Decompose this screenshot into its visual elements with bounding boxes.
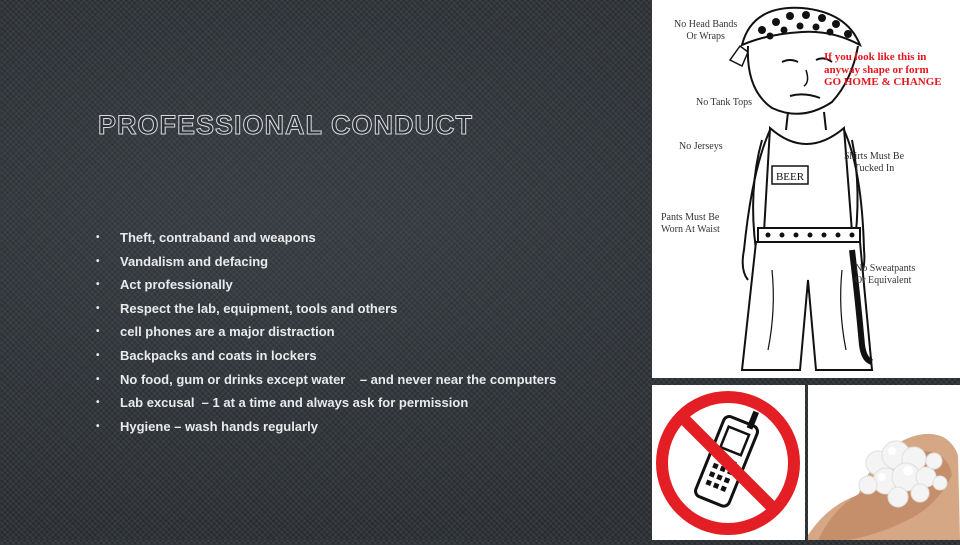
- hands-washing-icon: [808, 385, 960, 540]
- no-jerseys-note: No Jerseys: [679, 141, 723, 152]
- bullet-icon: •: [96, 302, 100, 314]
- bullet-icon: •: [96, 279, 100, 291]
- list-item: [96, 228, 556, 252]
- list-item-text: Backpacks and coats in lockers: [120, 347, 317, 363]
- no-cell-phone-sign: [652, 385, 805, 540]
- shirts-tucked-note: Shirts Must Be Tucked In: [844, 151, 905, 174]
- no-tank-tops-note: No Tank Tops: [696, 97, 753, 108]
- bullet-icon: •: [96, 397, 100, 409]
- list-item-text: Lab excusal – 1 at a time and always ask for permission: [120, 395, 469, 411]
- bullet-icon: •: [96, 326, 100, 338]
- list-item-text: Act professionally: [120, 277, 233, 293]
- hand-washing-image: [808, 385, 960, 540]
- list-item: [96, 417, 556, 441]
- list-item: [96, 299, 556, 323]
- list-item: [96, 275, 556, 299]
- pants-waist-note: Pants Must Be Worn At Waist: [661, 212, 720, 235]
- list-item-text: cell phones are a major distraction: [120, 324, 335, 340]
- shirt-print: BEER: [775, 171, 805, 183]
- no-cell-phone-icon: [652, 385, 805, 540]
- list-item-text: Theft, contraband and weapons: [120, 230, 316, 245]
- warning-note: If you look like this in anyway shape or form GO HOME & CHANGE: [824, 51, 942, 88]
- slide-title: PROFESSIONAL CONDUCT: [98, 110, 474, 140]
- bullet-icon: •: [96, 255, 100, 267]
- no-head-bands-note: No Head Bands Or Wraps: [674, 19, 738, 42]
- list-item-text: Hygiene – wash hands regularly: [120, 418, 318, 434]
- bullet-icon: •: [96, 373, 100, 385]
- list-item-text: No food, gum or drinks except water – and never near the computers: [120, 371, 557, 387]
- no-sweatpants-note: No Sweatpants Or Equivalent: [855, 263, 916, 286]
- conduct-list: [96, 228, 556, 440]
- bullet-icon: •: [96, 349, 100, 361]
- list-item: [96, 370, 556, 394]
- list-item-text: Vandalism and defacing: [120, 253, 269, 269]
- list-item: [96, 393, 556, 417]
- list-item: [96, 322, 556, 346]
- list-item: [96, 252, 556, 276]
- bullet-icon: •: [96, 420, 100, 432]
- list-item: [96, 346, 556, 370]
- bullet-icon: •: [96, 232, 100, 243]
- list-item-text: Respect the lab, equipment, tools and others: [120, 300, 398, 316]
- dress-code-illustration: [652, 0, 960, 378]
